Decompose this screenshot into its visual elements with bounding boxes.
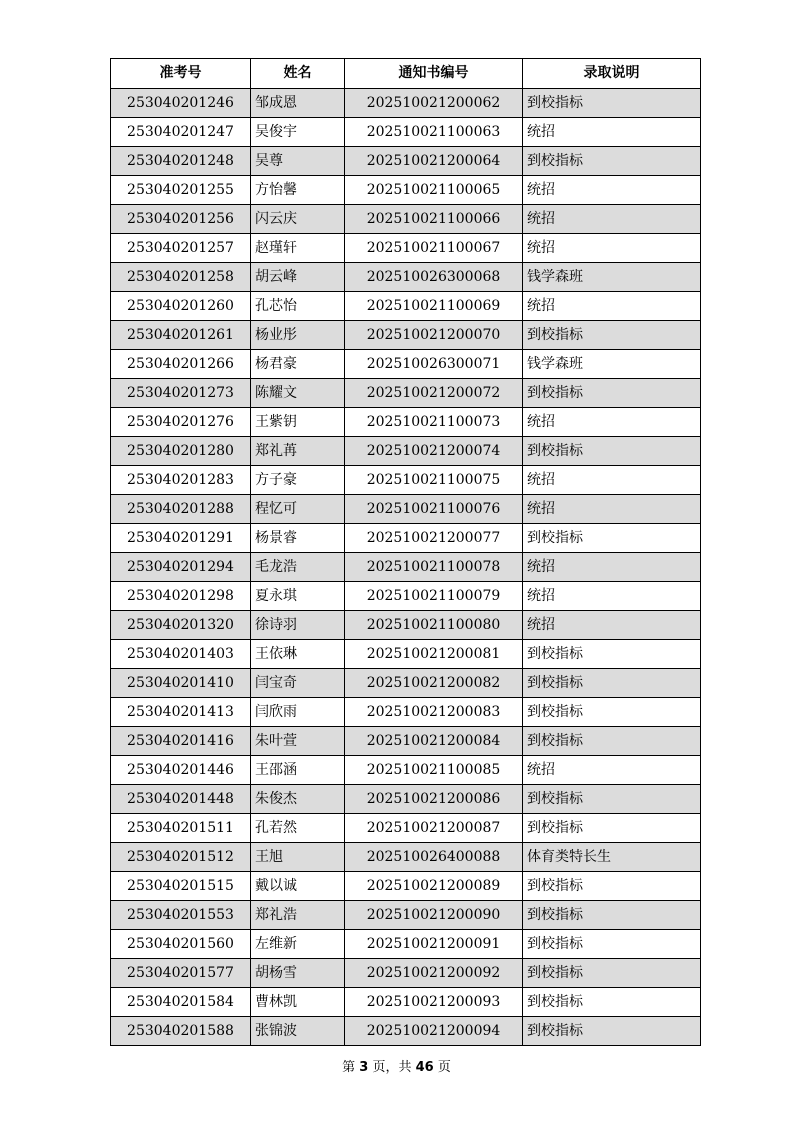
cell-exam-number: 253040201266 xyxy=(111,350,251,379)
cell-notice-number: 202510021200086 xyxy=(345,785,523,814)
table-row xyxy=(111,147,701,176)
cell-admission-note: 到校指标 xyxy=(523,930,701,959)
footer-total-pages: 46 xyxy=(415,1060,434,1075)
cell-exam-number: 253040201246 xyxy=(111,89,251,118)
table-row xyxy=(111,988,701,1017)
table-row xyxy=(111,640,701,669)
header-notice-number: 通知书编号 xyxy=(345,59,523,89)
cell-admission-note: 到校指标 xyxy=(523,785,701,814)
table-row xyxy=(111,292,701,321)
cell-notice-number: 202510021200077 xyxy=(345,524,523,553)
cell-admission-note: 统招 xyxy=(523,466,701,495)
cell-exam-number: 253040201553 xyxy=(111,901,251,930)
cell-name: 胡云峰 xyxy=(251,263,345,292)
header-name: 姓名 xyxy=(251,59,345,89)
cell-name: 杨业彤 xyxy=(251,321,345,350)
cell-exam-number: 253040201291 xyxy=(111,524,251,553)
footer-middle: 页，共 xyxy=(372,1060,412,1075)
table-row xyxy=(111,756,701,785)
table-row xyxy=(111,843,701,872)
cell-admission-note: 统招 xyxy=(523,582,701,611)
table-row xyxy=(111,234,701,263)
cell-notice-number: 202510021100076 xyxy=(345,495,523,524)
cell-admission-note: 到校指标 xyxy=(523,1017,701,1046)
footer-suffix: 页 xyxy=(437,1060,451,1075)
cell-notice-number: 202510021200074 xyxy=(345,437,523,466)
cell-exam-number: 253040201255 xyxy=(111,176,251,205)
cell-admission-note: 到校指标 xyxy=(523,147,701,176)
cell-exam-number: 253040201511 xyxy=(111,814,251,843)
cell-exam-number: 253040201247 xyxy=(111,118,251,147)
cell-name: 毛龙浩 xyxy=(251,553,345,582)
table-row xyxy=(111,727,701,756)
cell-notice-number: 202510021100085 xyxy=(345,756,523,785)
cell-notice-number: 202510021200087 xyxy=(345,814,523,843)
cell-name: 戴以诚 xyxy=(251,872,345,901)
cell-name: 杨景睿 xyxy=(251,524,345,553)
cell-notice-number: 202510021200062 xyxy=(345,89,523,118)
cell-exam-number: 253040201294 xyxy=(111,553,251,582)
cell-notice-number: 202510021100069 xyxy=(345,292,523,321)
table-row xyxy=(111,959,701,988)
cell-notice-number: 202510021100063 xyxy=(345,118,523,147)
cell-exam-number: 253040201584 xyxy=(111,988,251,1017)
cell-notice-number: 202510021100080 xyxy=(345,611,523,640)
cell-name: 闫宝奇 xyxy=(251,669,345,698)
cell-exam-number: 253040201512 xyxy=(111,843,251,872)
table-row xyxy=(111,379,701,408)
cell-name: 郑礼苒 xyxy=(251,437,345,466)
table-row xyxy=(111,901,701,930)
cell-name: 曹林凯 xyxy=(251,988,345,1017)
cell-exam-number: 253040201588 xyxy=(111,1017,251,1046)
cell-admission-note: 体育类特长生 xyxy=(523,843,701,872)
cell-exam-number: 253040201410 xyxy=(111,669,251,698)
cell-notice-number: 202510021200083 xyxy=(345,698,523,727)
cell-name: 王邵涵 xyxy=(251,756,345,785)
cell-notice-number: 202510021200064 xyxy=(345,147,523,176)
cell-notice-number: 202510021200089 xyxy=(345,872,523,901)
cell-exam-number: 253040201257 xyxy=(111,234,251,263)
cell-admission-note: 到校指标 xyxy=(523,89,701,118)
cell-name: 吴尊 xyxy=(251,147,345,176)
cell-name: 王紫钥 xyxy=(251,408,345,437)
footer-prefix: 第 xyxy=(342,1060,356,1075)
cell-name: 方怡馨 xyxy=(251,176,345,205)
table-row xyxy=(111,582,701,611)
cell-admission-note: 统招 xyxy=(523,756,701,785)
cell-notice-number: 202510021200093 xyxy=(345,988,523,1017)
cell-admission-note: 统招 xyxy=(523,234,701,263)
cell-admission-note: 到校指标 xyxy=(523,669,701,698)
table-row xyxy=(111,814,701,843)
table-row xyxy=(111,176,701,205)
cell-exam-number: 253040201446 xyxy=(111,756,251,785)
cell-exam-number: 253040201403 xyxy=(111,640,251,669)
cell-admission-note: 到校指标 xyxy=(523,901,701,930)
cell-notice-number: 202510021200094 xyxy=(345,1017,523,1046)
cell-name: 夏永琪 xyxy=(251,582,345,611)
table-row xyxy=(111,930,701,959)
cell-exam-number: 253040201448 xyxy=(111,785,251,814)
table-row xyxy=(111,350,701,379)
cell-admission-note: 到校指标 xyxy=(523,988,701,1017)
cell-notice-number: 202510021100075 xyxy=(345,466,523,495)
table-row xyxy=(111,205,701,234)
cell-exam-number: 253040201276 xyxy=(111,408,251,437)
cell-name: 程忆可 xyxy=(251,495,345,524)
cell-exam-number: 253040201261 xyxy=(111,321,251,350)
cell-exam-number: 253040201560 xyxy=(111,930,251,959)
cell-exam-number: 253040201298 xyxy=(111,582,251,611)
cell-name: 方子豪 xyxy=(251,466,345,495)
cell-notice-number: 202510026300071 xyxy=(345,350,523,379)
cell-exam-number: 253040201280 xyxy=(111,437,251,466)
table-row xyxy=(111,524,701,553)
cell-exam-number: 253040201577 xyxy=(111,959,251,988)
cell-admission-note: 统招 xyxy=(523,408,701,437)
cell-exam-number: 253040201413 xyxy=(111,698,251,727)
cell-exam-number: 253040201273 xyxy=(111,379,251,408)
cell-notice-number: 202510026400088 xyxy=(345,843,523,872)
header-admission-note: 录取说明 xyxy=(523,59,701,89)
cell-admission-note: 到校指标 xyxy=(523,872,701,901)
cell-name: 王依琳 xyxy=(251,640,345,669)
table-row xyxy=(111,437,701,466)
table-row xyxy=(111,1017,701,1046)
table-row xyxy=(111,495,701,524)
cell-name: 吴俊宇 xyxy=(251,118,345,147)
table-row xyxy=(111,408,701,437)
table-row xyxy=(111,872,701,901)
cell-name: 王旭 xyxy=(251,843,345,872)
cell-notice-number: 202510021200081 xyxy=(345,640,523,669)
cell-exam-number: 253040201515 xyxy=(111,872,251,901)
header-exam-number: 准考号 xyxy=(111,59,251,89)
cell-notice-number: 202510021200090 xyxy=(345,901,523,930)
cell-admission-note: 统招 xyxy=(523,292,701,321)
table-row xyxy=(111,466,701,495)
cell-admission-note: 到校指标 xyxy=(523,321,701,350)
cell-notice-number: 202510021100073 xyxy=(345,408,523,437)
cell-name: 闪云庆 xyxy=(251,205,345,234)
cell-exam-number: 253040201256 xyxy=(111,205,251,234)
cell-name: 郑礼浩 xyxy=(251,901,345,930)
cell-admission-note: 统招 xyxy=(523,205,701,234)
cell-admission-note: 到校指标 xyxy=(523,814,701,843)
page-footer xyxy=(0,1056,793,1075)
cell-notice-number: 202510021200084 xyxy=(345,727,523,756)
cell-notice-number: 202510021100066 xyxy=(345,205,523,234)
table-row xyxy=(111,611,701,640)
cell-name: 邹成恩 xyxy=(251,89,345,118)
cell-exam-number: 253040201288 xyxy=(111,495,251,524)
cell-name: 孔若然 xyxy=(251,814,345,843)
table-row xyxy=(111,553,701,582)
cell-notice-number: 202510021200070 xyxy=(345,321,523,350)
table-header-row xyxy=(111,59,701,89)
table-row xyxy=(111,118,701,147)
cell-name: 徐诗羽 xyxy=(251,611,345,640)
table-body xyxy=(111,89,701,1046)
cell-name: 朱俊杰 xyxy=(251,785,345,814)
cell-name: 左维新 xyxy=(251,930,345,959)
cell-exam-number: 253040201416 xyxy=(111,727,251,756)
cell-notice-number: 202510021200082 xyxy=(345,669,523,698)
table-row xyxy=(111,698,701,727)
cell-admission-note: 钱学森班 xyxy=(523,263,701,292)
cell-admission-note: 到校指标 xyxy=(523,727,701,756)
cell-name: 朱叶萱 xyxy=(251,727,345,756)
cell-admission-note: 到校指标 xyxy=(523,524,701,553)
table-row xyxy=(111,263,701,292)
cell-admission-note: 到校指标 xyxy=(523,698,701,727)
cell-name: 闫欣雨 xyxy=(251,698,345,727)
cell-name: 陈耀文 xyxy=(251,379,345,408)
cell-notice-number: 202510021200072 xyxy=(345,379,523,408)
cell-exam-number: 253040201258 xyxy=(111,263,251,292)
cell-admission-note: 统招 xyxy=(523,611,701,640)
cell-notice-number: 202510021200091 xyxy=(345,930,523,959)
cell-admission-note: 统招 xyxy=(523,553,701,582)
cell-exam-number: 253040201260 xyxy=(111,292,251,321)
cell-admission-note: 到校指标 xyxy=(523,437,701,466)
cell-admission-note: 到校指标 xyxy=(523,379,701,408)
cell-admission-note: 到校指标 xyxy=(523,640,701,669)
table-row xyxy=(111,89,701,118)
cell-name: 孔芯怡 xyxy=(251,292,345,321)
cell-notice-number: 202510021100067 xyxy=(345,234,523,263)
cell-admission-note: 统招 xyxy=(523,176,701,205)
cell-admission-note: 统招 xyxy=(523,495,701,524)
cell-notice-number: 202510021100079 xyxy=(345,582,523,611)
cell-admission-note: 统招 xyxy=(523,118,701,147)
cell-notice-number: 202510021100065 xyxy=(345,176,523,205)
table-row xyxy=(111,669,701,698)
cell-notice-number: 202510021200092 xyxy=(345,959,523,988)
admission-table xyxy=(110,58,701,1046)
cell-exam-number: 253040201320 xyxy=(111,611,251,640)
cell-name: 胡杨雪 xyxy=(251,959,345,988)
cell-name: 赵瑾轩 xyxy=(251,234,345,263)
cell-notice-number: 202510021100078 xyxy=(345,553,523,582)
cell-name: 杨君豪 xyxy=(251,350,345,379)
table-row xyxy=(111,321,701,350)
cell-exam-number: 253040201248 xyxy=(111,147,251,176)
cell-exam-number: 253040201283 xyxy=(111,466,251,495)
cell-notice-number: 202510026300068 xyxy=(345,263,523,292)
footer-page-number: 3 xyxy=(359,1060,369,1075)
cell-admission-note: 到校指标 xyxy=(523,959,701,988)
table-row xyxy=(111,785,701,814)
cell-admission-note: 钱学森班 xyxy=(523,350,701,379)
cell-name: 张锦波 xyxy=(251,1017,345,1046)
